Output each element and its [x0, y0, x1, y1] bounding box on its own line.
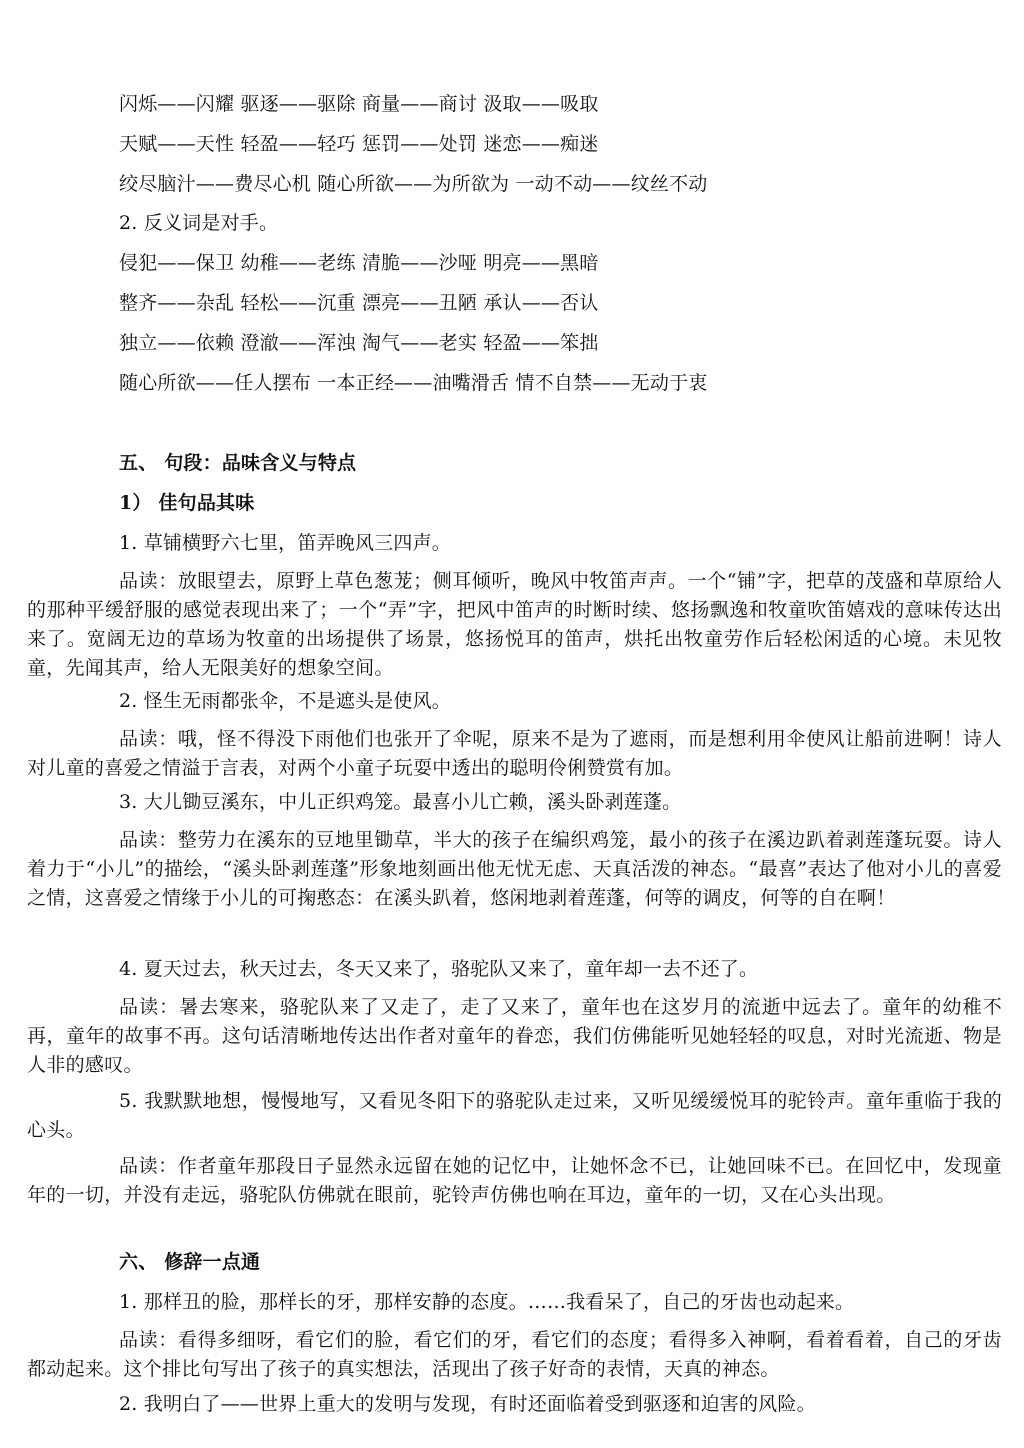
antonym-heading: 2. 反义词是对手。 — [119, 212, 279, 234]
analysis-5: 品读：作者童年那段日子显然永远留在她的记忆中，让她怀念不已，让她回味不已。在回忆中，发现童年的一切，并没有走远，骆驼队仿佛就在眼前，驼铃声仿佛也响在耳边，童年的一切，又在心头出现。 — [27, 1155, 1002, 1206]
sentence-3: 3. 大儿锄豆溪东，中儿正织鸡笼。最喜小儿亡赖，溪头卧剥莲蓬。 — [119, 791, 682, 813]
sentence-1: 1. 草铺横野六七里，笛弄晚风三四声。 — [119, 532, 451, 554]
antonym-line-4: 随心所欲——任人摆布 一本正经——油嘴滑舌 情不自禁——无动于衷 — [119, 372, 708, 394]
antonym-line-1: 侵犯——保卫 幼稚——老练 清脆——沙哑 明亮——黑暗 — [119, 252, 599, 274]
sentence-5: 5. 我默默地想，慢慢地写，又看见冬阳下的骆驼队走过来，又听见缓缓悦耳的驼铃声。童年重临于我的心头。 — [27, 1090, 1002, 1141]
synonym-line-1: 闪烁——闪耀 驱逐——驱除 商量——商讨 汲取——吸取 — [119, 93, 599, 115]
synonym-line-3: 绞尽脑汁——费尽心机 随心所欲——为所欲为 一动不动——纹丝不动 — [119, 173, 708, 195]
rhetoric-sentence-2: 2. 我明白了——世界上重大的发明与发现，有时还面临着受到驱逐和迫害的风险。 — [119, 1393, 816, 1415]
section-5-subtitle: 1） 佳句品其味 — [119, 492, 255, 514]
synonym-line-2: 天赋——天性 轻盈——轻巧 惩罚——处罚 迷恋——痴迷 — [119, 133, 599, 155]
analysis-3: 品读：整劳力在溪东的豆地里锄草，半大的孩子在编织鸡笼，最小的孩子在溪边趴着剥莲蓬玩耍。诗人着力于“小儿”的描绘，“溪头卧剥莲蓬”形象地刻画出他无忧无虑、天真活泼的神态。“最喜”表达了他对小儿的喜爱之情，这喜爱之情缘于小儿的可掬憨态：在溪头趴着，悠闲地剥着莲蓬，何等的调皮，何等的自在啊！ — [27, 829, 1002, 909]
analysis-1: 品读：放眼望去，原野上草色葱茏；侧耳倾听，晚风中牧笛声声。一个“铺”字，把草的茂盛和草原给人的那种平缓舒服的感觉表现出来了；一个“弄”字，把风中笛声的时断时续、悠扬飘逸和牧童吹笛嬉戏的意味传达出来了。宽阔无边的草场为牧童的出场提供了场景，悠扬悦耳的笛声，烘托出牧童劳作后轻松闲适的心境。未见牧童，先闻其声，给人无限美好的想象空间。 — [27, 570, 1002, 679]
section-6-title: 六、 修辞一点通 — [119, 1251, 261, 1273]
rhetoric-analysis-1: 品读：看得多细呀，看它们的脸，看它们的牙，看它们的态度；看得多入神啊，看着看着，自己的牙齿都动起来。这个排比句写出了孩子的真实想法，活现出了孩子好奇的表情，天真的神态。 — [27, 1329, 1002, 1380]
sentence-2: 2. 怪生无雨都张伞，不是遮头是使风。 — [119, 690, 451, 712]
analysis-4: 品读：暑去寒来，骆驼队来了又走了，走了又来了，童年也在这岁月的流逝中远去了。童年的幼稚不再，童年的故事不再。这句话清晰地传达出作者对童年的眷恋，我们仿佛能听见她轻轻的叹息，对时光流逝、物是人非的感叹。 — [27, 996, 1002, 1076]
section-5-title: 五、 句段：品味含义与特点 — [119, 452, 357, 474]
antonym-line-2: 整齐——杂乱 轻松——沉重 漂亮——丑陋 承认——否认 — [119, 292, 599, 314]
sentence-4: 4. 夏天过去，秋天过去，冬天又来了，骆驼队又来了，童年却一去不还了。 — [119, 958, 759, 980]
rhetoric-sentence-1: 1. 那样丑的脸，那样长的牙，那样安静的态度。……我看呆了，自己的牙齿也动起来。 — [119, 1291, 855, 1313]
antonym-line-3: 独立——依赖 澄澈——浑浊 淘气——老实 轻盈——笨拙 — [119, 332, 599, 354]
analysis-2: 品读：哦，怪不得没下雨他们也张开了伞呢，原来不是为了遮雨，而是想利用伞使风让船前进啊！诗人对儿童的喜爱之情溢于言表，对两个小童子玩耍中透出的聪明伶俐赞赏有加。 — [27, 728, 1002, 779]
